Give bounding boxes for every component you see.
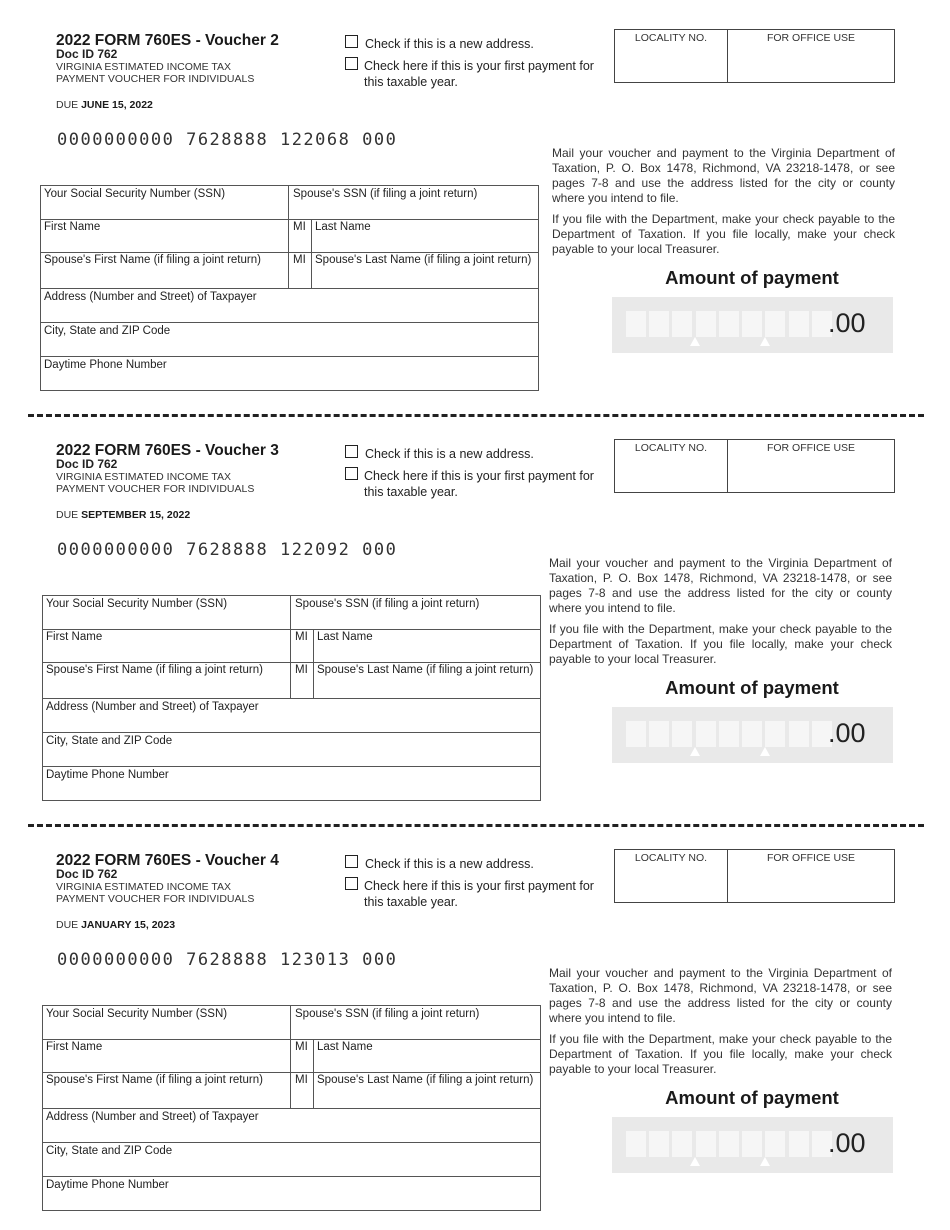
amount-cents: .00: [828, 1128, 866, 1158]
voucher-subtitle-line2: PAYMENT VOUCHER FOR INDIVIDUALS: [56, 893, 255, 905]
payment-voucher: [0, 410, 950, 810]
mi-field[interactable]: MI: [293, 221, 306, 233]
due-date-value: JUNE 15, 2022: [81, 99, 153, 111]
new-address-label: Check if this is a new address.: [365, 857, 534, 871]
first-name-field[interactable]: First Name: [46, 1041, 103, 1053]
voucher-subtitle-line2: PAYMENT VOUCHER FOR INDIVIDUALS: [56, 73, 255, 85]
cut-line: [28, 824, 924, 827]
office-use-label: FOR OFFICE USE: [766, 442, 856, 454]
thousands-separator-icon: [760, 747, 770, 756]
first-payment-label-line2: this taxable year.: [364, 485, 458, 499]
office-use-box: [614, 439, 895, 493]
mailing-instructions: Mail your voucher and payment to the Virginia Department of Taxation, P. O. Box 1478, Richmond, VA 23218-1478, or see pages 7-8 and use the address listed for the city or county where you intend to file.: [549, 556, 892, 615]
mailing-instructions: Mail your voucher and payment to the Virginia Department of Taxation, P. O. Box 1478, Richmond, VA 23218-1478, or see pages 7-8 and use the address listed for the city or county where you intend to file.: [552, 146, 895, 205]
ssn-field[interactable]: Your Social Security Number (SSN): [46, 1008, 228, 1020]
thousands-separator-icon: [760, 1157, 770, 1166]
amount-of-payment-field[interactable]: [612, 1117, 893, 1173]
first-payment-label: [364, 878, 594, 910]
office-use-label: FOR OFFICE USE: [766, 852, 856, 864]
amount-cents: .00: [828, 718, 866, 748]
first-payment-label-line2: this taxable year.: [364, 75, 458, 89]
ssn-field[interactable]: Your Social Security Number (SSN): [46, 598, 228, 610]
spouse-mi-field[interactable]: MI: [295, 1074, 308, 1086]
cut-line: [28, 414, 924, 417]
spouse-mi-field[interactable]: MI: [293, 254, 306, 266]
mi-field[interactable]: MI: [295, 631, 308, 643]
scan-line: 0000000000 7628888 123013 000: [57, 950, 398, 970]
daytime-phone-field[interactable]: Daytime Phone Number: [46, 1179, 169, 1191]
spouse-last-name-field[interactable]: Spouse's Last Name (if filing a joint return): [317, 664, 534, 676]
voucher-title: 2022 FORM 760ES - Voucher 2: [56, 32, 279, 49]
taxpayer-info-grid: [42, 595, 541, 801]
scan-line: 0000000000 7628888 122092 000: [57, 540, 398, 560]
amount-of-payment-field[interactable]: [612, 707, 893, 763]
city-state-zip-field[interactable]: City, State and ZIP Code: [46, 1145, 173, 1157]
first-payment-label-line1: Check here if this is your first payment for: [364, 879, 594, 893]
taxpayer-info-grid: [42, 1005, 541, 1211]
first-payment-label: [364, 468, 594, 500]
spouse-ssn-field[interactable]: Spouse's SSN (if filing a joint return): [293, 188, 478, 200]
payment-voucher: [0, 820, 950, 1220]
first-payment-checkbox[interactable]: [345, 467, 358, 480]
first-name-field[interactable]: First Name: [46, 631, 103, 643]
due-prefix: DUE: [56, 919, 79, 931]
spouse-ssn-field[interactable]: Spouse's SSN (if filing a joint return): [295, 598, 480, 610]
mailing-instructions: Mail your voucher and payment to the Virginia Department of Taxation, P. O. Box 1478, Richmond, VA 23218-1478, or see pages 7-8 and use the address listed for the city or county where you intend to file.: [549, 966, 892, 1025]
doc-id: Doc ID 762: [56, 47, 118, 61]
voucher-subtitle-line1: VIRGINIA ESTIMATED INCOME TAX: [56, 61, 232, 73]
check-payable-instructions: If you file with the Department, make your check payable to the Department of Taxation. If you file locally, make your check payable to your local Treasurer.: [549, 1032, 892, 1076]
first-payment-label-line2: this taxable year.: [364, 895, 458, 909]
first-payment-label-line1: Check here if this is your first payment for: [364, 59, 594, 73]
voucher-subtitle-line2: PAYMENT VOUCHER FOR INDIVIDUALS: [56, 483, 255, 495]
spouse-last-name-field[interactable]: Spouse's Last Name (if filing a joint return): [317, 1074, 534, 1086]
check-payable-instructions: If you file with the Department, make your check payable to the Department of Taxation. If you file locally, make your check payable to your local Treasurer.: [549, 622, 892, 666]
payment-voucher: [0, 0, 950, 400]
due-prefix: DUE: [56, 509, 79, 521]
thousands-separator-icon: [690, 337, 700, 346]
thousands-separator-icon: [690, 1157, 700, 1166]
voucher-title: 2022 FORM 760ES - Voucher 3: [56, 442, 279, 459]
voucher-title: 2022 FORM 760ES - Voucher 4: [56, 852, 279, 869]
amount-of-payment-title: Amount of payment: [665, 677, 839, 698]
new-address-label: Check if this is a new address.: [365, 447, 534, 461]
office-use-box: [614, 849, 895, 903]
new-address-checkbox[interactable]: [345, 855, 358, 868]
amount-cents: .00: [828, 308, 866, 338]
due-date-value: SEPTEMBER 15, 2022: [81, 509, 191, 521]
spouse-first-name-field[interactable]: Spouse's First Name (if filing a joint return): [44, 254, 261, 266]
address-field[interactable]: Address (Number and Street) of Taxpayer: [46, 701, 259, 713]
check-payable-instructions: If you file with the Department, make your check payable to the Department of Taxation. If you file locally, make your check payable to your local Treasurer.: [552, 212, 895, 256]
due-prefix: DUE: [56, 99, 79, 111]
first-payment-label-line1: Check here if this is your first payment for: [364, 469, 594, 483]
ssn-field[interactable]: Your Social Security Number (SSN): [44, 188, 226, 200]
address-field[interactable]: Address (Number and Street) of Taxpayer: [46, 1111, 259, 1123]
taxpayer-info-grid: [40, 185, 539, 391]
due-date: [56, 509, 190, 521]
last-name-field[interactable]: Last Name: [317, 1041, 373, 1053]
amount-of-payment-field[interactable]: [612, 297, 893, 353]
first-payment-label: [364, 58, 594, 90]
voucher-subtitle-line1: VIRGINIA ESTIMATED INCOME TAX: [56, 471, 232, 483]
locality-number-label: LOCALITY NO.: [615, 440, 728, 492]
spouse-ssn-field[interactable]: Spouse's SSN (if filing a joint return): [295, 1008, 480, 1020]
office-use-label: FOR OFFICE USE: [766, 32, 856, 44]
spouse-mi-field[interactable]: MI: [295, 664, 308, 676]
city-state-zip-field[interactable]: City, State and ZIP Code: [46, 735, 173, 747]
first-payment-checkbox[interactable]: [345, 877, 358, 890]
first-payment-checkbox[interactable]: [345, 57, 358, 70]
thousands-separator-icon: [760, 337, 770, 346]
last-name-field[interactable]: Last Name: [315, 221, 371, 233]
due-date-value: JANUARY 15, 2023: [81, 919, 176, 931]
last-name-field[interactable]: Last Name: [317, 631, 373, 643]
spouse-first-name-field[interactable]: Spouse's First Name (if filing a joint return): [46, 664, 263, 676]
new-address-checkbox[interactable]: [345, 35, 358, 48]
new-address-label: Check if this is a new address.: [365, 37, 534, 51]
doc-id: Doc ID 762: [56, 867, 118, 881]
spouse-last-name-field[interactable]: Spouse's Last Name (if filing a joint return): [315, 254, 532, 266]
city-state-zip-field[interactable]: City, State and ZIP Code: [44, 325, 171, 337]
locality-number-label: LOCALITY NO.: [615, 850, 728, 902]
address-field[interactable]: Address (Number and Street) of Taxpayer: [44, 291, 257, 303]
due-date: [56, 99, 153, 111]
spouse-first-name-field[interactable]: Spouse's First Name (if filing a joint return): [46, 1074, 263, 1086]
voucher-subtitle-line1: VIRGINIA ESTIMATED INCOME TAX: [56, 881, 232, 893]
locality-number-label: LOCALITY NO.: [615, 30, 728, 82]
due-date: [56, 919, 175, 931]
new-address-checkbox[interactable]: [345, 445, 358, 458]
daytime-phone-field[interactable]: Daytime Phone Number: [44, 359, 167, 371]
office-use-box: [614, 29, 895, 83]
first-name-field[interactable]: First Name: [44, 221, 101, 233]
thousands-separator-icon: [690, 747, 700, 756]
doc-id: Doc ID 762: [56, 457, 118, 471]
scan-line: 0000000000 7628888 122068 000: [57, 130, 398, 150]
amount-of-payment-title: Amount of payment: [665, 1087, 839, 1108]
daytime-phone-field[interactable]: Daytime Phone Number: [46, 769, 169, 781]
mi-field[interactable]: MI: [295, 1041, 308, 1053]
amount-of-payment-title: Amount of payment: [665, 267, 839, 288]
